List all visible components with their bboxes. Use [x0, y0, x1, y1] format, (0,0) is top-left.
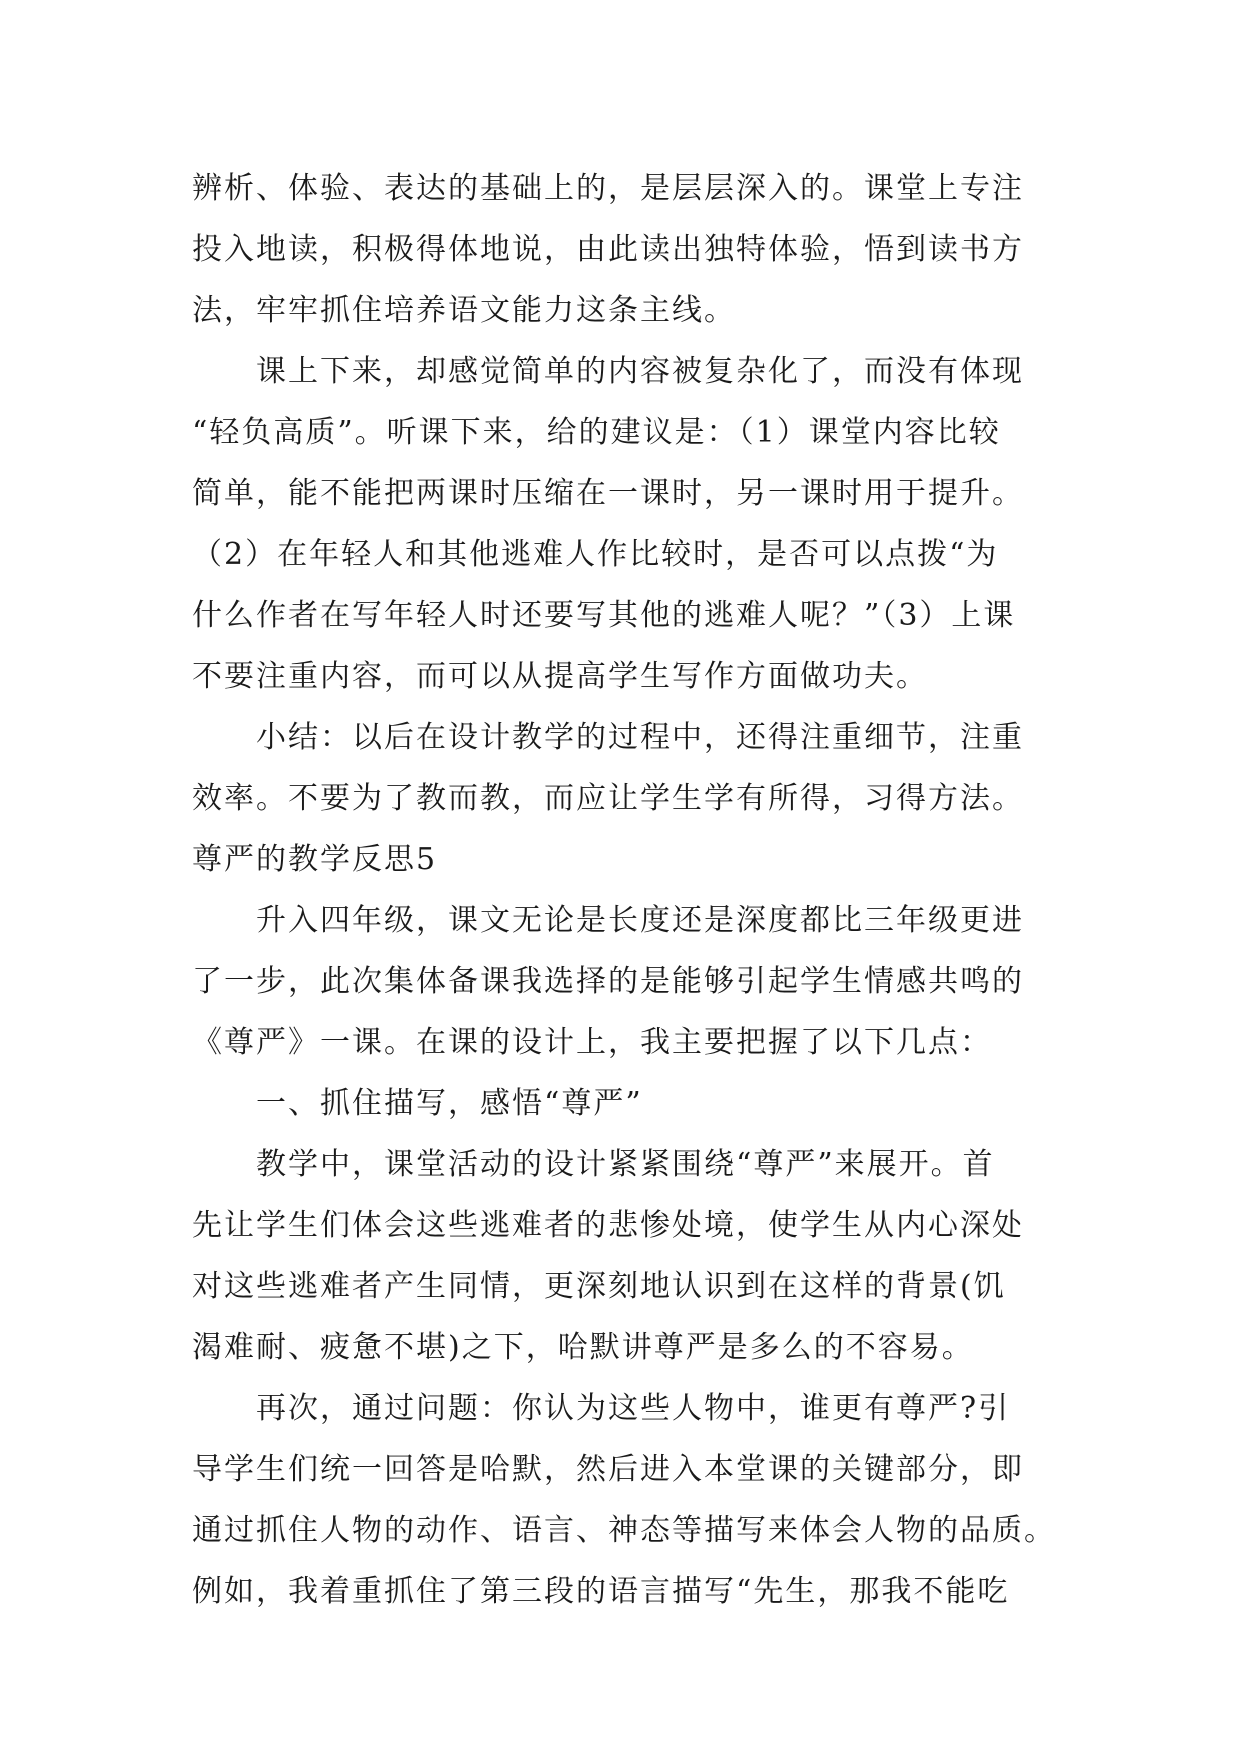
text-line: 投入地读，积极得体地说，由此读出独特体验，悟到读书方 — [192, 232, 1024, 267]
text-line: 渴难耐、疲惫不堪)之下，哈默讲尊严是多么的不容易。 — [192, 1330, 974, 1365]
text-line: 辨析、体验、表达的基础上的，是层层深入的。课堂上专注 — [192, 171, 1024, 206]
text-line: 法，牢牢抓住培养语文能力这条主线。 — [192, 293, 736, 328]
text-line: 通过抓住人物的动作、语言、神态等描写来体会人物的品质。 — [192, 1513, 1056, 1548]
text-line: 再次，通过问题：你认为这些人物中，谁更有尊严?引 — [192, 1391, 1011, 1426]
text-line: 教学中，课堂活动的设计紧紧围绕“尊严”来展开。首 — [192, 1147, 995, 1182]
text-line: 升入四年级，课文无论是长度还是深度都比三年级更进 — [192, 903, 1024, 938]
text-line: 简单，能不能把两课时压缩在一课时，另一课时用于提升。 — [192, 476, 1024, 511]
text-line: 效率。不要为了教而教，而应让学生学有所得，习得方法。 — [192, 781, 1024, 816]
text-line: 对这些逃难者产生同情，更深刻地认识到在这样的背景(饥 — [192, 1269, 1006, 1304]
section-heading: 尊严的教学反思5 — [192, 842, 438, 877]
text-line: 小结：以后在设计教学的过程中，还得注重细节，注重 — [192, 720, 1024, 755]
text-line: “轻负高质”。听课下来，给的建议是：（1）课堂内容比较 — [192, 415, 1001, 450]
text-line: 不要注重内容，而可以从提高学生写作方面做功夫。 — [192, 659, 928, 694]
text-line: 《尊严》一课。在课的设计上，我主要把握了以下几点： — [192, 1025, 992, 1060]
text-line: 先让学生们体会这些逃难者的悲惨处境，使学生从内心深处 — [192, 1208, 1024, 1243]
text-line: 课上下来，却感觉简单的内容被复杂化了，而没有体现 — [192, 354, 1024, 389]
text-line: 什么作者在写年轻人时还要写其他的逃难人呢？”（3）上课 — [192, 598, 1016, 633]
subheading: 一、抓住描写，感悟“尊严” — [192, 1086, 643, 1121]
text-line: 例如，我着重抓住了第三段的语言描写“先生，那我不能吃 — [192, 1574, 1010, 1609]
text-line: 导学生们统一回答是哈默，然后进入本堂课的关键部分，即 — [192, 1452, 1024, 1487]
body-text — [192, 158, 1056, 1622]
text-line: （2）在年轻人和其他逃难人作比较时，是否可以点拨“为 — [192, 537, 999, 572]
text-line: 了一步，此次集体备课我选择的是能够引起学生情感共鸣的 — [192, 964, 1024, 999]
